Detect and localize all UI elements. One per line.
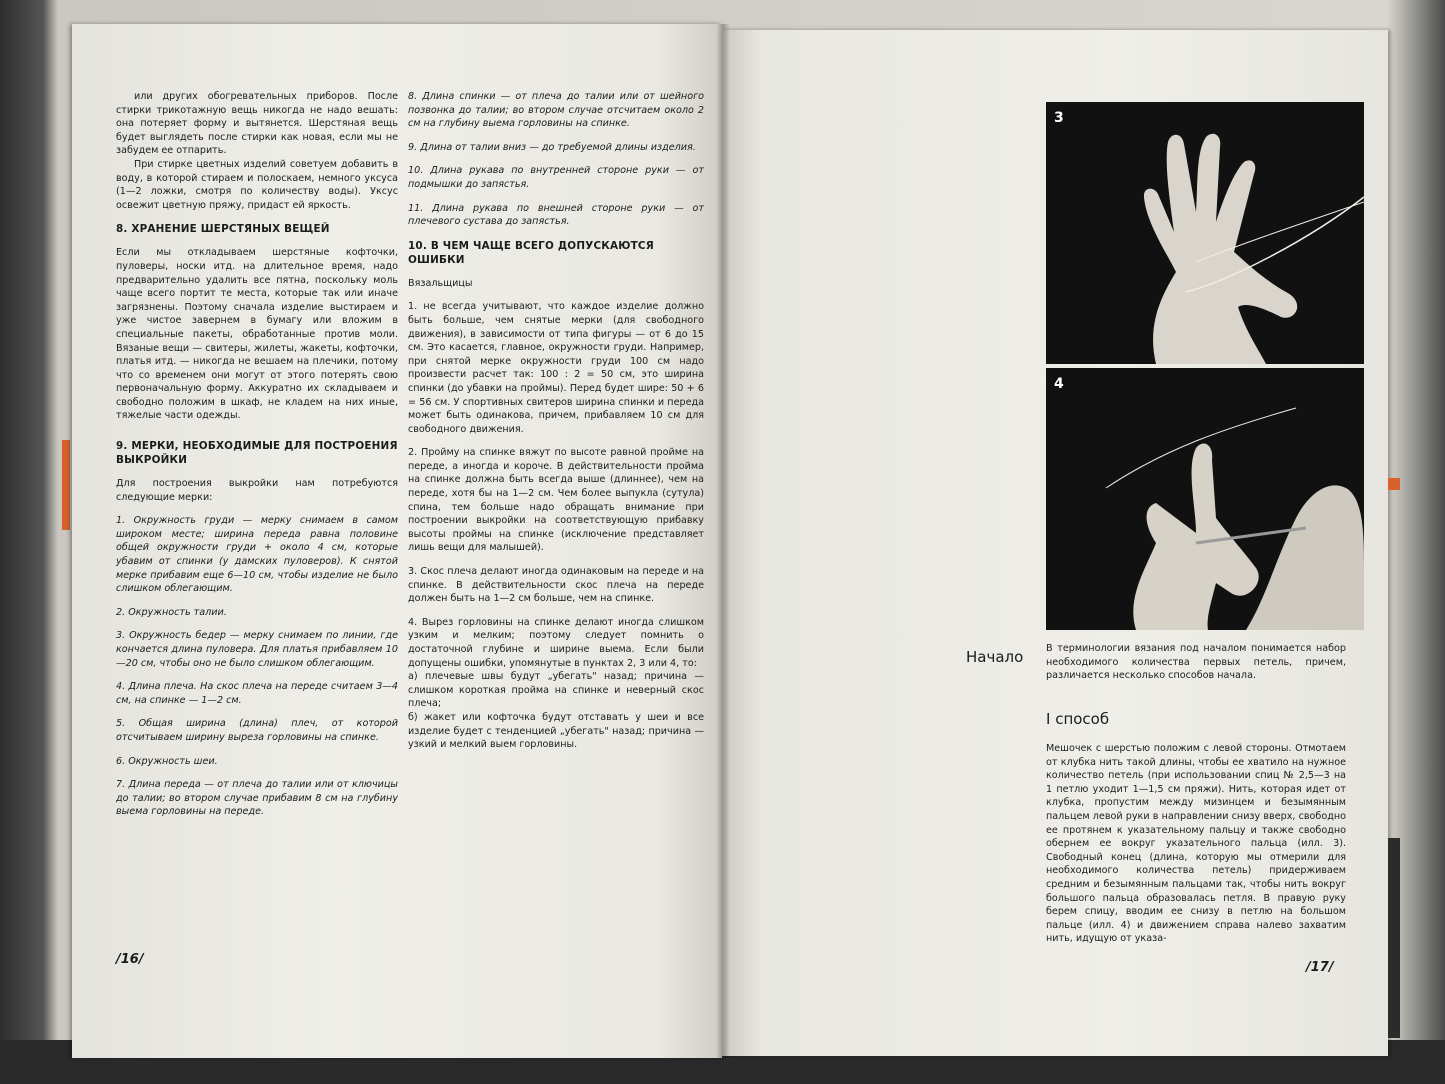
measure-item: 9. Длина от талии вниз — до требуемой длины изделия. [408, 141, 696, 153]
book-spine [716, 24, 730, 1058]
paragraph: Если мы откладываем шерстяные кофточки, пуловеры, носки итд. на длительное время, надо предварительно удалить все пятна, поскольку моль чаще всего портит те места, которые так или иначе загрязнены. Поэтому сначала изделие выстираем и уже чистое завернем в бумагу или вложим в специальные пакеты, обработанные против моли. Вязаные вещи — свитеры, жилеты, жакеты, кофточки, платья итд. — никогда не вешаем на плечики, потому что со временем они могут от этого потерять свою первоначальную форму. Аккуратно их складываем и свободно положим в шкаф, не кладем на них иные, тяжелые части одежды. [116, 247, 398, 422]
left-column-2 [408, 90, 704, 752]
measure-item: 4. Длина плеча. На скос плеча на переде считаем 3—4 см, на спинке — 1—2 см. [116, 681, 398, 706]
page-number: /16/ [116, 952, 144, 967]
error-item: 3. Скос плеча делают иногда одинаковым на переде и на спинке. В действительности скос плеча на переде должен быть на 1—2 см больше, чем на спинке. [408, 566, 704, 605]
photo-illustration-3 [1046, 102, 1364, 364]
hands-with-needle-illustration [1046, 368, 1364, 630]
page-number: /17/ [1306, 960, 1334, 975]
right-page [722, 30, 1388, 1056]
measure-item: 6. Окружность шеи. [116, 755, 218, 767]
measure-item: 5. Общая ширина (длина) плеч, от которой отсчитываем ширину выреза горловины на спинке. [116, 718, 398, 743]
method-heading: I способ [1046, 710, 1110, 728]
error-item: 1. не всегда учитывают, что каждое изделие должно быть больше, чем снятые мерки (для свободного движения), в зависимости от типа фигуры — от 6 до 15 см. Это касается, главное, окружности груди. Например, при снятой мерке окружности груди 100 см надо произвести расчет так: 100 : 2 = 50 см, это ширина спинки (до убавки на проймы). Перед будет шире: 50 + 6 = 56 см. У спортивных свитеров ширина спинки и переда может быть одинакова, причем, прибавляем 10 см для свободного движения. [408, 301, 704, 435]
page-edge-shadow [1388, 838, 1400, 1038]
section-side-title: Начало [966, 648, 1024, 666]
intro-paragraph: В терминологии вязания под началом понимается набор необходимого количества первых петель, причем, различается несколько способов начала. [1046, 643, 1346, 682]
measure-item: 10. Длина рукава по внутренней стороне руки — от подмышки до запястья. [408, 165, 704, 190]
measure-item: 8. Длина спинки — от плеча до талии или от шейного позвонка до талии; во втором случае отсчитаем около 2 см на глубину выема горловины на спинке. [408, 91, 704, 130]
error-item: 2. Пройму на спинке вяжут по высоте равной пройме на переде, а иногда и короче. В действительности пройма на спинке должна быть всегда выше (длиннее), чем на переде, хотя бы на 1—2 см. Чем более выпукла (сутула) спина, тем больше надо обращать внимание при построении выкройки на соответствующую прибавку высоты проймы на спинке (исключение представляет лишь вещи для малышей). [408, 447, 704, 554]
method-paragraph: Мешочек с шерстью положим с левой стороны. Отмотаем от клубка нить такой длины, чтобы ее хватило на нужное количество петель (при использовании спиц № 2,5—3 на 1 петлю уходит 1—1,5 см пряжи). Нить, которая идет от клубка, пропустим между мизинцем и безымянным пальцем левой руки в направлении снизу вверх, свободно ее протянем к указательному пальцу и также свободно обернем ее вокруг указательного пальца (илл. 3). Свободный конец (длина, которую мы отмерили для необходимого количества петель) придерживаем средним и безымянным пальцами так, чтобы нить вокруг большого пальца образовалась петля. В правую руку берем спицу, вводим ее снизу в петлю на большом пальце (илл. 4) и движением справа налево захватим нить, идущую от указа- [1046, 743, 1346, 945]
measure-item: 2. Окружность талии. [116, 606, 227, 618]
page-edge-marker [62, 440, 70, 530]
photo-illustration-4 [1046, 368, 1364, 630]
paragraph: или других обогревательных приборов. После стирки трикотажную вещь никогда не надо вешать: она потеряет форму и вытянется. Шерстяная вещь будет выглядеть после стирки как новая, если мы не забудем ее отпарить. [116, 91, 398, 157]
measure-item: 3. Окружность бедер — мерку снимаем по линии, где кончается длина пуловера. Для платья прибавляем 10—20 см, чтобы оно не было слишком облегающим. [116, 630, 398, 669]
error-subitem: б) жакет или кофточка будут отставать у шеи и все изделие будет с тенденцией „убегать" назад; причина — узкий и мелкий выем горловины. [408, 711, 704, 751]
error-item: 4. Вырез горловины на спинке делают иногда слишком узким и мелким; поэтому следует помнить о достаточной глубине и ширине выема. Если были допущены ошибки, упомянутые в пунктах 2, 3 или 4, то: [408, 616, 704, 669]
paragraph: При стирке цветных изделий советуем добавить в воду, в которой стираем и полоскаем, немного уксуса (1—2 ложки, смотря по количеству воды). Уксус освежит цветную пряжу, придаст ей яркость. [116, 158, 398, 211]
section-heading-9: 9. МЕРКИ, НЕОБХОДИМЫЕ ДЛЯ ПОСТРОЕНИЯ ВЫКРОЙКИ [116, 440, 398, 467]
page-edge-marker [1388, 478, 1400, 490]
measure-item: 11. Длина рукава по внешней стороне руки — от плечевого сустава до запястья. [408, 202, 704, 228]
photo-label: 4 [1054, 376, 1064, 392]
hand-illustration [1046, 102, 1364, 364]
paragraph: Для построения выкройки нам потребуются следующие мерки: [116, 478, 398, 503]
photo-label: 3 [1054, 110, 1064, 126]
measure-item: 1. Окружность груди — мерку снимаем в самом широком месте; ширина переда равна половине общей окружности груди + около 4 см, которые убавим от спинки (у дамских пуловеров). К снятой мерке прибавим еще 6—10 см, чтобы изделие не было слишком облегающим. [116, 515, 398, 595]
measure-item: 7. Длина переда — от плеча до талии или от ключицы до талии; во втором случае прибавим 8 см на глубину выема горловины на переде. [116, 779, 398, 818]
left-column-1 [116, 90, 398, 819]
section-heading-8: 8. ХРАНЕНИЕ ШЕРСТЯНЫХ ВЕЩЕЙ [116, 223, 330, 236]
error-subitem: а) плечевые швы будут „убегать" назад; причина — слишком короткая пройма на спинке и неверный скос плеча; [408, 671, 704, 710]
left-page [72, 24, 722, 1058]
subheading: Вязальщицы [408, 277, 473, 289]
section-heading-10: 10. В ЧЕМ ЧАЩЕ ВСЕГО ДОПУСКАЮТСЯ ОШИБКИ [408, 239, 654, 266]
